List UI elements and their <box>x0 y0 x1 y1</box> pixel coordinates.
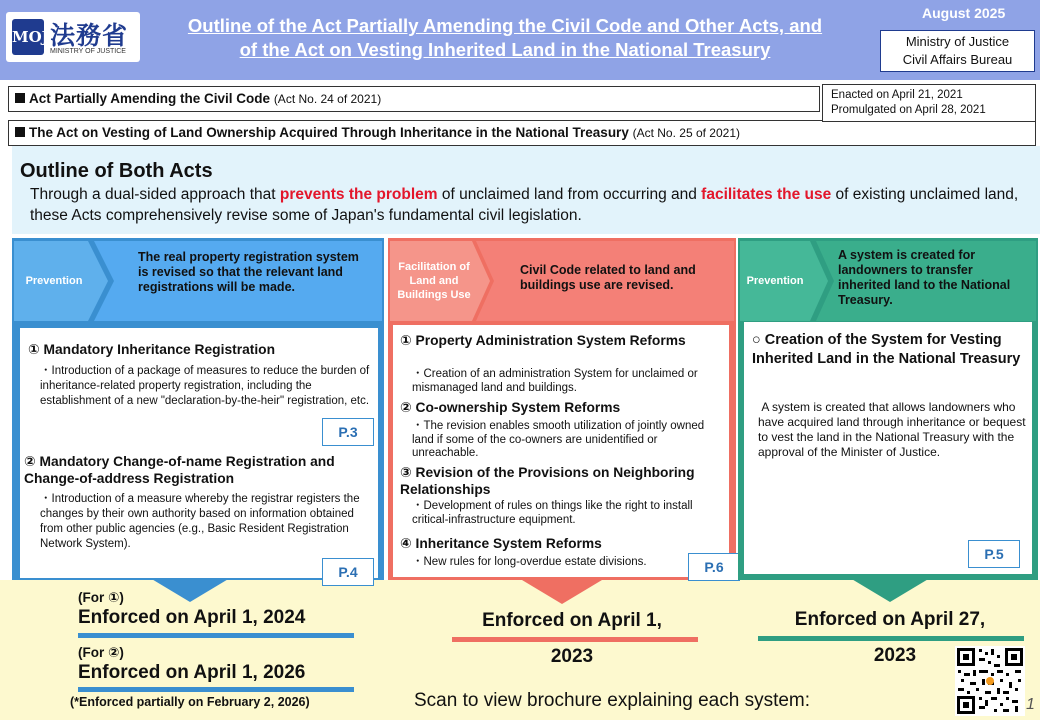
ministry-box <box>880 30 1035 72</box>
column-3-label: Prevention <box>746 275 804 287</box>
column-2-label: Facilitation of Land and Buildings Use <box>397 261 471 301</box>
act-1-number: (Act No. 24 of 2021) <box>273 92 382 106</box>
outline-text-3: of existing unclaimed land, these Acts comprehensively revise some of Japan's fundamental civil legislation. <box>30 186 1019 224</box>
qr-code-icon[interactable] <box>955 646 1025 716</box>
item-inheritance-reform-body: ・New rules for long-overdue estate divisions. <box>412 556 647 568</box>
act-2-name: The Act on Vesting of Land Ownership Acquired Through Inheritance in the National Treasury <box>29 125 629 140</box>
logo-english-text: MINISTRY OF JUSTICE <box>50 48 126 55</box>
ministry-name: Ministry of Justice <box>905 34 1010 49</box>
enforce-1-underline <box>78 633 354 638</box>
enforce-for-1-label: (For ①) <box>78 590 124 605</box>
body-text: Introduction of a package of measures to reduce the burden of inheritance-related property registration, including the establishment of a new "declaration-by-the-heir" registration, etc. <box>40 365 370 407</box>
item-change-registration-body: ・Introduction of a measure whereby the registrar registers the changes by their own authority based on information obtained from other public agencies (e.g., Basic Resident Registration Network System). <box>40 493 360 550</box>
body-text: The revision enables smooth utilization of jointly owned land if some of the co-owners are unidentified or unreachable. <box>412 420 705 459</box>
outline-highlight-1: prevents the problem <box>279 186 438 203</box>
column-1-banner-text: The real property registration system is revised so that the relevant land registrations will be made. <box>138 250 359 294</box>
act-1-name: Act Partially Amending the Civil Code <box>29 91 271 106</box>
enforce-right-date-line2: 2023 <box>873 645 917 666</box>
item-inheritance-reform-title: ④ Inheritance System Reforms <box>400 536 602 551</box>
act-2-number: (Act No. 25 of 2021) <box>632 126 740 140</box>
column-2-arrow <box>522 580 602 604</box>
body-text: Development of rules on things like the right to install critical-infrastructure equipment. <box>412 500 693 526</box>
page-link-p6[interactable]: P.6 <box>688 553 740 581</box>
item-neighboring-body: ・Development of rules on things like the right to install critical-infrastructure equipment. <box>412 500 693 526</box>
item-change-registration-title: ② Mandatory Change-of-name Registration and Change-of-address Registration <box>24 454 335 486</box>
column-2-banner-text: Civil Code related to land and buildings use are revised. <box>520 263 696 292</box>
item-neighboring-title: ③ Revision of the Provisions on Neighboring Relationships <box>400 465 695 497</box>
enforce-partial-note: (*Enforced partially on February 2, 2026) <box>70 695 310 709</box>
outline-heading: Outline of Both Acts <box>20 160 213 182</box>
enforce-2-underline <box>78 687 354 692</box>
promulgated-date: Promulgated on April 28, 2021 <box>831 104 986 116</box>
enforce-right-date-line1: Enforced on April 27, <box>794 609 986 630</box>
item-co-ownership-title: ② Co-ownership System Reforms <box>400 400 621 415</box>
bureau-name: Civil Affairs Bureau <box>902 52 1013 67</box>
item-co-ownership-body: ・The revision enables smooth utilization of jointly owned land if some of the co-owners are unidentified or unreachable. <box>412 420 705 459</box>
item-property-admin-body: ・Creation of an administration System for unclaimed or mismanaged land and buildings. <box>412 368 698 394</box>
scan-instruction: Scan to view brochure explaining each system: <box>414 690 811 711</box>
body-text: New rules for long-overdue estate divisions. <box>423 556 647 568</box>
enacted-date: Enacted on April 21, 2021 <box>831 89 963 101</box>
enactment-dates <box>822 84 1036 122</box>
item-property-admin-title: ① Property Administration System Reforms <box>400 333 686 348</box>
act-1-box <box>8 86 820 112</box>
logo-emblem-icon: MOJ <box>12 19 44 55</box>
item-vesting-system-body <box>758 400 1028 460</box>
page-link-p4[interactable]: P.4 <box>322 558 374 586</box>
column-3-arrow <box>850 578 930 602</box>
page-link-p3[interactable]: P.3 <box>322 418 374 446</box>
black-square-icon <box>15 127 25 137</box>
body-text: Introduction of a measure whereby the registrar registers the changes by their own authority based on information obtained from other public agencies (e.g., Basic Resident Registration Network System). <box>40 493 360 550</box>
outline-text-1: Through a dual-sided approach that <box>30 186 280 203</box>
enforce-date-2: Enforced on April 1, 2026 <box>78 662 306 683</box>
enforce-for-2-label: (For ②) <box>78 645 124 660</box>
issue-date: August 2025 <box>922 5 1006 21</box>
outline-text-2: of unclaimed land from occurring and <box>437 186 702 203</box>
enforce-mid-underline <box>452 637 698 642</box>
item-vesting-system-title: ○ Creation of the System for Vesting Inherited Land in the National Treasury <box>752 332 1021 367</box>
act-2-box <box>8 120 1036 146</box>
body-text: Creation of an administration System for unclaimed or mismanaged land and buildings. <box>412 368 698 394</box>
page-number: 1 <box>1026 696 1035 713</box>
column-1-label: Prevention <box>25 275 83 287</box>
outline-highlight-2: facilitates the use <box>701 186 832 203</box>
item-mandatory-inheritance-title: ① Mandatory Inheritance Registration <box>28 342 276 357</box>
ministry-logo <box>6 12 140 62</box>
black-square-icon <box>15 93 25 103</box>
title-line-2: of the Act on Vesting Inherited Land in the National Treasury <box>239 39 771 60</box>
column-3-banner-text: A system is created for landowners to transfer inherited land to the National Treasury. <box>838 248 1011 307</box>
enforce-date-1: Enforced on April 1, 2024 <box>78 607 306 628</box>
page-link-p5[interactable]: P.5 <box>968 540 1020 568</box>
logo-japanese-text: 法務省 <box>50 21 129 50</box>
body-text: A system is created that allows landowners who have acquired land through inheritance or bequest to vest the land in the National Treasury with the approval of the Minister of Justice. <box>758 400 1026 459</box>
item-mandatory-inheritance-body: ・Introduction of a package of measures to reduce the burden of inheritance-related property registration, including the establishment of a new "declaration-by-the-heir" registration, etc. <box>40 365 370 407</box>
title-line-1: Outline of the Act Partially Amending the Civil Code and Other Acts, and <box>187 15 823 36</box>
enforce-mid-date-line2: 2023 <box>550 646 594 667</box>
column-1-arrow <box>150 578 230 602</box>
page-title <box>145 14 865 62</box>
enforce-right-underline <box>758 636 1024 641</box>
outline-paragraph <box>30 184 1020 226</box>
enforce-mid-date-line1: Enforced on April 1, <box>482 610 662 631</box>
